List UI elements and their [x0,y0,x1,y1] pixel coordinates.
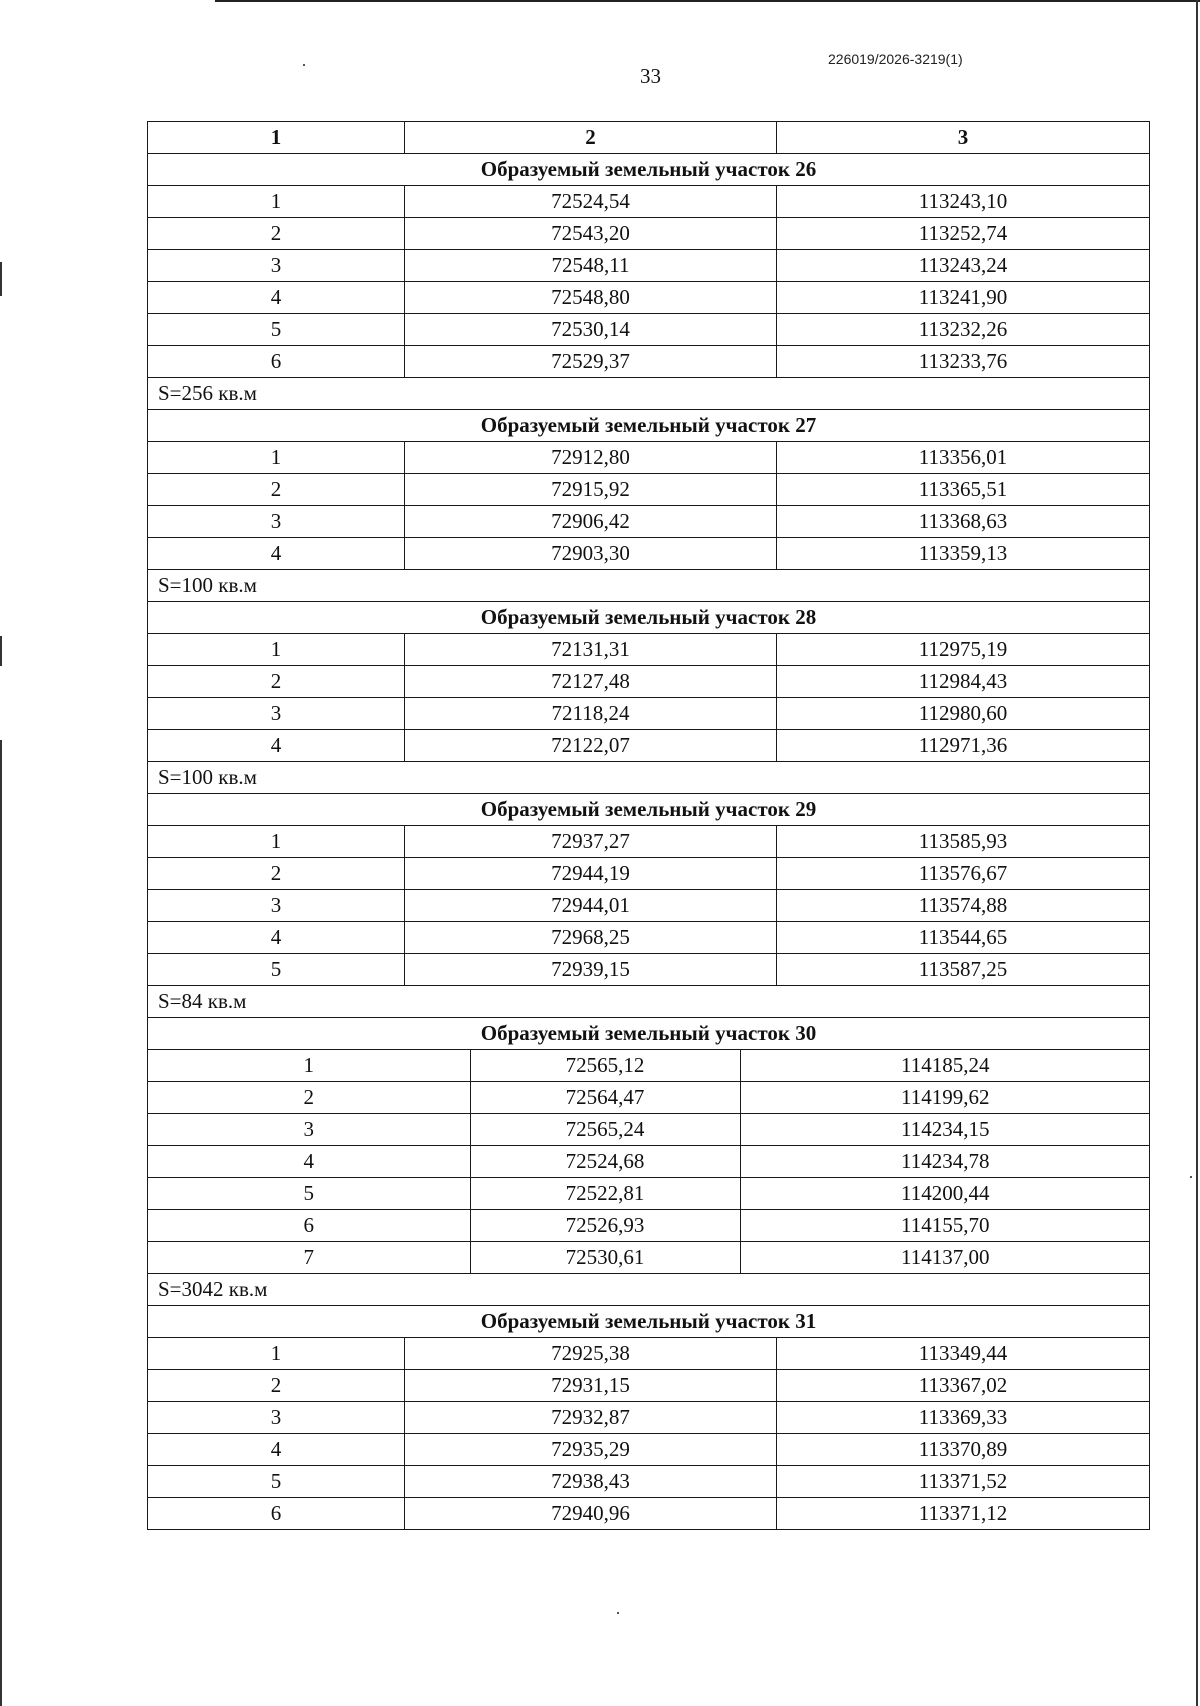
column-header: 1 [148,122,405,154]
shifted-row-table [148,1114,1150,1145]
y-coordinate: 113368,63 [777,506,1150,538]
y-coordinate: 113371,12 [777,1498,1150,1530]
y-coordinate: 114199,62 [740,1082,1150,1113]
table-row [148,186,1150,218]
point-number: 2 [148,1370,405,1402]
shifted-row-table [148,1178,1150,1209]
plot-area-row [148,378,1150,410]
x-coordinate: 72530,61 [470,1242,740,1273]
plot-area-row [148,1274,1150,1306]
point-number: 2 [148,218,405,250]
y-coordinate: 113243,10 [777,186,1150,218]
point-number: 4 [148,730,405,762]
point-number: 4 [148,282,405,314]
table-row [148,954,1150,986]
x-coordinate: 72127,48 [405,666,777,698]
table-row [148,666,1150,698]
plot-area: S=256 кв.м [148,378,1150,410]
point-number: 7 [303,1245,314,1269]
plot-title: Образуемый земельный участок 30 [148,1018,1150,1050]
table-row [148,346,1150,378]
y-coordinate: 113367,02 [777,1370,1150,1402]
x-coordinate: 72937,27 [405,826,777,858]
table-row [148,858,1150,890]
table-row-cells [148,1082,1150,1114]
table-row [148,282,1150,314]
table-row [148,506,1150,538]
scan-edge-left [0,740,2,1706]
x-coordinate: 72939,15 [405,954,777,986]
shifted-row-table [148,1082,1150,1113]
y-coordinate: 113252,74 [777,218,1150,250]
x-coordinate: 72968,25 [405,922,777,954]
plot-area-row [148,570,1150,602]
table-row [148,1498,1150,1530]
x-coordinate: 72940,96 [405,1498,777,1530]
table-row [148,890,1150,922]
point-number: 5 [148,954,405,986]
y-coordinate: 114234,78 [740,1146,1150,1177]
scan-speck [617,1612,619,1614]
x-coordinate: 72526,93 [470,1210,740,1241]
y-coordinate: 113576,67 [777,858,1150,890]
y-coordinate: 114234,15 [740,1114,1150,1145]
table-row [148,1178,1150,1210]
x-coordinate: 72543,20 [405,218,777,250]
table-row [148,442,1150,474]
x-coordinate: 72944,01 [405,890,777,922]
x-coordinate: 72906,42 [405,506,777,538]
point-number: 1 [148,442,405,474]
x-coordinate: 72131,31 [405,634,777,666]
y-coordinate: 113574,88 [777,890,1150,922]
plot-area: S=3042 кв.м [148,1274,1150,1306]
table-row [148,1050,1150,1082]
table-row-cells [148,1146,1150,1178]
scan-edge-top [215,0,1200,2]
point-number: 3 [148,698,405,730]
y-coordinate: 113233,76 [777,346,1150,378]
scan-edge-left [0,636,2,666]
table-row [148,1146,1150,1178]
column-header: 2 [405,122,777,154]
point-number: 6 [148,346,405,378]
x-coordinate: 72935,29 [405,1434,777,1466]
shifted-row-table [148,1146,1150,1177]
shifted-row-table [148,1242,1150,1273]
scan-edge-left [0,262,2,296]
table-row [148,1402,1150,1434]
table-row [148,1370,1150,1402]
y-coordinate: 113359,13 [777,538,1150,570]
plot-title-row [148,794,1150,826]
x-coordinate: 72938,43 [405,1466,777,1498]
y-coordinate: 114200,44 [740,1178,1150,1209]
y-coordinate: 112984,43 [777,666,1150,698]
y-coordinate: 112980,60 [777,698,1150,730]
point-number: 6 [148,1498,405,1530]
plot-title-row [148,410,1150,442]
point-number: 1 [148,634,405,666]
document-id: 226019/2026-3219(1) [828,51,963,67]
y-coordinate: 113365,51 [777,474,1150,506]
x-coordinate: 72524,54 [405,186,777,218]
point-number: 1 [148,1338,405,1370]
y-coordinate: 113241,90 [777,282,1150,314]
scan-speck [1190,1176,1192,1178]
table-row [148,730,1150,762]
point-number: 2 [148,474,405,506]
point-number: 1 [303,1053,314,1077]
table-row [148,1338,1150,1370]
table-row [148,1466,1150,1498]
plot-title: Образуемый земельный участок 31 [148,1306,1150,1338]
plot-title: Образуемый земельный участок 29 [148,794,1150,826]
table-row [148,250,1150,282]
plot-title-row [148,602,1150,634]
x-coordinate: 72912,80 [405,442,777,474]
point-number: 3 [303,1117,314,1141]
point-number: 6 [303,1213,314,1237]
point-number: 4 [148,538,405,570]
table-row [148,1434,1150,1466]
point-number: 1 [148,826,405,858]
y-coordinate: 114155,70 [740,1210,1150,1241]
point-number: 2 [303,1085,314,1109]
page-number: 33 [640,64,661,88]
point-number: 3 [148,890,405,922]
coordinates-table [147,121,1150,1530]
shifted-row-table [148,1050,1150,1081]
plot-area-row [148,762,1150,794]
x-coordinate: 72529,37 [405,346,777,378]
x-coordinate: 72122,07 [405,730,777,762]
plot-title: Образуемый земельный участок 27 [148,410,1150,442]
scan-edge-right [1196,0,1198,1706]
plot-area: S=100 кв.м [148,570,1150,602]
table-row [148,1242,1150,1274]
point-number: 5 [148,314,405,346]
x-coordinate: 72915,92 [405,474,777,506]
point-number: 5 [303,1181,314,1205]
plot-area: S=84 кв.м [148,986,1150,1018]
x-coordinate: 72932,87 [405,1402,777,1434]
x-coordinate: 72931,15 [405,1370,777,1402]
table-row [148,698,1150,730]
plot-title-row [148,1018,1150,1050]
point-number: 3 [148,250,405,282]
shifted-row-table [148,1210,1150,1241]
plot-title-row [148,154,1150,186]
table-row-cells [148,1178,1150,1210]
x-coordinate: 72548,11 [405,250,777,282]
column-header: 3 [777,122,1150,154]
plot-area: S=100 кв.м [148,762,1150,794]
scan-speck [303,64,305,66]
point-number: 4 [148,1434,405,1466]
table-row [148,1210,1150,1242]
x-coordinate: 72944,19 [405,858,777,890]
point-number: 3 [148,506,405,538]
y-coordinate: 113371,52 [777,1466,1150,1498]
y-coordinate: 113544,65 [777,922,1150,954]
x-coordinate: 72565,24 [470,1114,740,1145]
point-number: 4 [303,1149,314,1173]
table-row-cells [148,1210,1150,1242]
table-header-row [148,122,1150,154]
x-coordinate: 72548,80 [405,282,777,314]
table-row [148,218,1150,250]
table-row-cells [148,1114,1150,1146]
table-row [148,474,1150,506]
point-number: 5 [148,1466,405,1498]
y-coordinate: 114137,00 [740,1242,1150,1273]
point-number: 3 [148,1402,405,1434]
y-coordinate: 113585,93 [777,826,1150,858]
table-row [148,826,1150,858]
y-coordinate: 113349,44 [777,1338,1150,1370]
y-coordinate: 113369,33 [777,1402,1150,1434]
x-coordinate: 72522,81 [470,1178,740,1209]
y-coordinate: 114185,24 [740,1050,1150,1081]
plot-title: Образуемый земельный участок 28 [148,602,1150,634]
table-row [148,314,1150,346]
table-row [148,538,1150,570]
point-number: 4 [148,922,405,954]
plot-title-row [148,1306,1150,1338]
y-coordinate: 113356,01 [777,442,1150,474]
point-number: 2 [148,858,405,890]
y-coordinate: 113243,24 [777,250,1150,282]
table-row [148,1114,1150,1146]
y-coordinate: 112971,36 [777,730,1150,762]
x-coordinate: 72524,68 [470,1146,740,1177]
table-row-cells [148,1242,1150,1274]
y-coordinate: 112975,19 [777,634,1150,666]
point-number: 1 [148,186,405,218]
x-coordinate: 72530,14 [405,314,777,346]
plot-title: Образуемый земельный участок 26 [148,154,1150,186]
x-coordinate: 72903,30 [405,538,777,570]
table-row [148,1082,1150,1114]
table-row [148,922,1150,954]
x-coordinate: 72564,47 [470,1082,740,1113]
point-number: 2 [148,666,405,698]
x-coordinate: 72565,12 [470,1050,740,1081]
table-row [148,634,1150,666]
x-coordinate: 72118,24 [405,698,777,730]
x-coordinate: 72925,38 [405,1338,777,1370]
plot-area-row [148,986,1150,1018]
y-coordinate: 113587,25 [777,954,1150,986]
table-row-cells [148,1050,1150,1082]
y-coordinate: 113370,89 [777,1434,1150,1466]
y-coordinate: 113232,26 [777,314,1150,346]
